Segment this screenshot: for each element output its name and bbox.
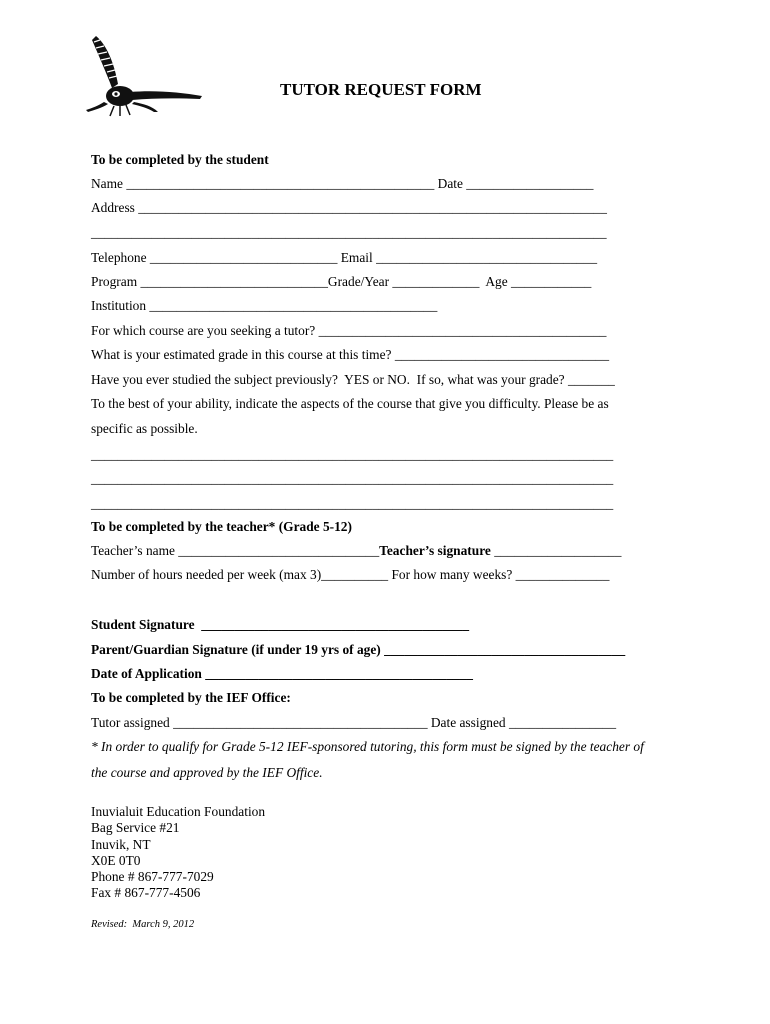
- address-field-2[interactable]: _____________________________________________________________________________: [91, 225, 607, 240]
- student-signature-field[interactable]: Student Signature ________________________________________: [91, 617, 470, 632]
- hours-weeks-field[interactable]: Number of hours needed per week (max 3)__________ For how many weeks? ______________: [91, 567, 610, 582]
- teacher-signature-label: Teacher’s signature: [379, 543, 491, 558]
- qualification-note: * In order to qualify for Grade 5-12 IEF-sponsored tutoring, this form must be signed by the teacher of: [91, 739, 644, 754]
- revised-date: Revised: March 9, 2012: [91, 919, 195, 930]
- parent-signature-field[interactable]: Parent/Guardian Signature (if under 19 yrs of age) ____________________________________: [91, 642, 626, 657]
- qualification-note-2: the course and approved by the IEF Office.: [91, 765, 323, 780]
- difficulty-answer-line-1[interactable]: ______________________________________________________________________________: [91, 447, 614, 462]
- program-grade-age-field[interactable]: Program ____________________________Grade/Year _____________ Age ____________: [91, 274, 592, 289]
- difficulty-answer-line-2[interactable]: ______________________________________________________________________________: [91, 471, 614, 486]
- teacher-signature-field[interactable]: ___________________: [490, 543, 622, 558]
- title-text: TUTOR REQUEST FORM: [280, 80, 482, 99]
- date-of-application-field[interactable]: Date of Application ________________________________________: [91, 666, 474, 681]
- org-name: Inuvialuit Education Foundation: [91, 804, 266, 819]
- office-section-heading: To be completed by the IEF Office:: [91, 690, 291, 705]
- phone-number: Phone # 867-777-7029: [91, 869, 214, 885]
- street-address: Bag Service #21: [91, 820, 180, 836]
- address-field[interactable]: Address ______________________________________________________________________: [91, 200, 607, 215]
- course-field[interactable]: For which course are you seeking a tutor? ___________________________________________: [91, 323, 607, 338]
- teacher-name-field[interactable]: Teacher’s name ______________________________: [91, 543, 380, 558]
- contact-address-block: [91, 804, 265, 902]
- owl-logo-icon: [84, 32, 206, 118]
- fax-number: Fax # 867-777-4506: [91, 885, 201, 901]
- teacher-name-signature-row: [91, 543, 621, 559]
- postal-code: X0E 0T0: [91, 852, 141, 868]
- name-date-field[interactable]: Name ______________________________________________ Date ___________________: [91, 176, 594, 191]
- teacher-section-heading: To be completed by the teacher* (Grade 5-12): [91, 519, 352, 534]
- estimated-grade-field[interactable]: What is your estimated grade in this course at this time? ________________________________: [91, 347, 610, 362]
- student-section-heading: To be completed by the student: [91, 152, 269, 167]
- difficulty-answer-line-3[interactable]: ______________________________________________________________________________: [91, 496, 614, 511]
- city: Inuvik, NT: [91, 836, 151, 852]
- telephone-email-field[interactable]: Telephone ____________________________ Email _________________________________: [91, 250, 598, 265]
- difficulty-prompt-2: specific as possible.: [91, 421, 198, 436]
- institution-field[interactable]: Institution ___________________________________________: [91, 298, 438, 313]
- studied-previously-field[interactable]: Have you ever studied the subject previously? YES or NO. If so, what was your grade? _______: [91, 372, 615, 387]
- difficulty-prompt: To the best of your ability, indicate the aspects of the course that give you difficulty. Please be as: [91, 396, 609, 411]
- tutor-assigned-field[interactable]: Tutor assigned ______________________________________ Date assigned ________________: [91, 715, 617, 730]
